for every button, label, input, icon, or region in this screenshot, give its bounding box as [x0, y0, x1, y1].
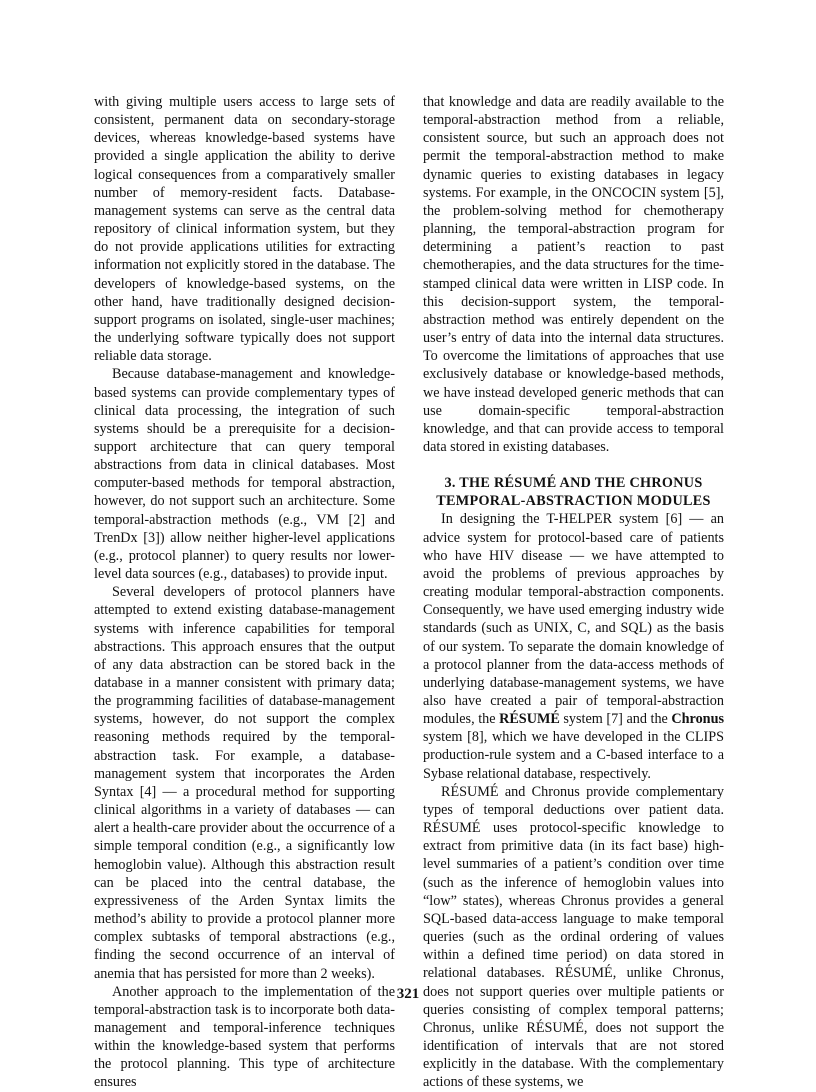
- section-heading-line-1: 3. THE RÉSUMÉ AND THE CHRONUS: [444, 475, 703, 492]
- right-column: [423, 93, 724, 1091]
- paragraph-another-approach: Another approach to the implementation of the temporal-abstraction task is to incorporate both data-management and temporal-inference techniques within the knowledge-based system that performs the protocol planning. This type of architecture ensures: [94, 983, 395, 1091]
- paragraph-protocol-planners: Several developers of protocol planners have attempted to extend existing database-management systems with inference capabilities for temporal abstractions. This approach ensures that the output of any data abstraction can be stored back in the database in a manner consistent with primary data; the programming facilities of database-management systems, however, do not support the complex reasoning methods required by the temporal-abstraction task. For example, a database-management system that incorporates the Arden Syntax [4] — a procedural method for supporting clinical algorithms in a variety of databases — can alert a health-care provider about the occurrence of a simple temporal condition (e.g., a significantly low hemoglobin value). Although this abstraction result can be placed into the central database, the expressiveness of the Arden Syntax limits the method’s ability to provide a protocol planner more complex subtasks of temporal abstractions (e.g., finding the second occurrence of an interval of anemia that has persisted for more than 2 weeks).: [94, 584, 395, 982]
- paragraph-t-helper: [423, 510, 724, 782]
- paragraph-knowledge-and-data: that knowledge and data are readily available to the temporal-abstraction method from a reliable, consistent source, but such an approach does not permit the temporal-abstraction method to make dynamic queries to existing databases in legacy systems. For example, in the ONCOCIN system [5], the problem-solving method for chemotherapy planning, the temporal-abstraction program for determining a patient’s reaction to past chemotherapies, and the data structures for the time-stamped clinical data were written in LISP code. In this decision-support system, the temporal-abstraction method was entirely dependent on the user’s entry of data into the internal data structures. To overcome the limitations of approaches that use exclusively database or knowledge-based methods, we have instead developed generic methods that can use domain-specific temporal-abstraction knowledge, and that can provide access to temporal data stored in existing databases.: [423, 94, 724, 455]
- paragraph-complementary-processing: Because database-management and knowledge-based systems can provide complementary types of clinical data processing, the integration of such systems should be a prerequisite for a decision-support architecture that can query temporal abstractions from data in clinical databases. Most computer-based methods for temporal abstraction, however, do not support such an architecture. Some temporal-abstraction methods (e.g., VM [2] and TrenDx [3]) allow neither higher-level applications (e.g., protocol planner) to query results nor lower-level data sources (e.g., databases) to provide input.: [94, 366, 395, 583]
- text-run: system [7] and the: [559, 711, 672, 728]
- resume-bold-term: RÉSUMÉ: [499, 711, 560, 728]
- paragraph-resume-and-chronus: RÉSUMÉ and Chronus provide complementary types of temporal deductions over patient data. RÉSUMÉ uses protocol-specific knowledge to extract from primitive data (in its fact base) high-level summaries of a patient’s condition over time (such as the inference of hemoglobin values into “low” states), whereas Chronus provides a general SQL-based data-access language to make temporal queries (such as the ordinal ordering of values within a defined time period) on data stored in relational databases. RÉSUMÉ, unlike Chronus, does not support queries over multiple patients or queries consisting of complex temporal patterns; Chronus, unlike RÉSUMÉ, does not support the identification of intervals that are not stored explicitly in the database. With the complementary actions of these systems, we: [423, 783, 724, 1091]
- paragraph-database-knowledge-systems: with giving multiple users access to large sets of consistent, permanent data on secondary-storage devices, whereas knowledge-based systems have provided a single application the ability to derive logical consequences from a comparatively smaller number of memory-resident facts. Database-management systems can serve as the central data repository of clinical information system, but they do not provide applications utilities for extracting information not explicitly stored in the database. The developers of knowledge-based systems, on the other hand, have traditionally designed decision-support programs on isolated, single-user machines; the underlying software typically does not support reliable data storage.: [94, 94, 395, 365]
- page-number: 321: [396, 986, 420, 1002]
- text-run: In designing the T-HELPER system [6] — an advice system for protocol-based care of patients who have HIV disease — we have attempted to avoid the problems of previous approaches by creating modular temporal-abstraction components. Consequently, we have used emerging industry wide standards (such as UNIX, C, and SQL) as the basis of our system. To separate the domain knowledge of a protocol planner from the data-access methods of underlying database-management systems, we have also have created a pair of temporal-abstraction modules, the: [423, 511, 724, 728]
- text-run: system [8], which we have developed in the CLIPS production-rule system and a C-based interface to a Sybase relational database, respectively.: [423, 729, 724, 782]
- section-heading-line-2: TEMPORAL-ABSTRACTION MODULES: [436, 493, 711, 510]
- chronus-bold-term: Chronus: [671, 711, 724, 728]
- section-heading: [423, 474, 724, 510]
- left-column: [94, 93, 395, 1092]
